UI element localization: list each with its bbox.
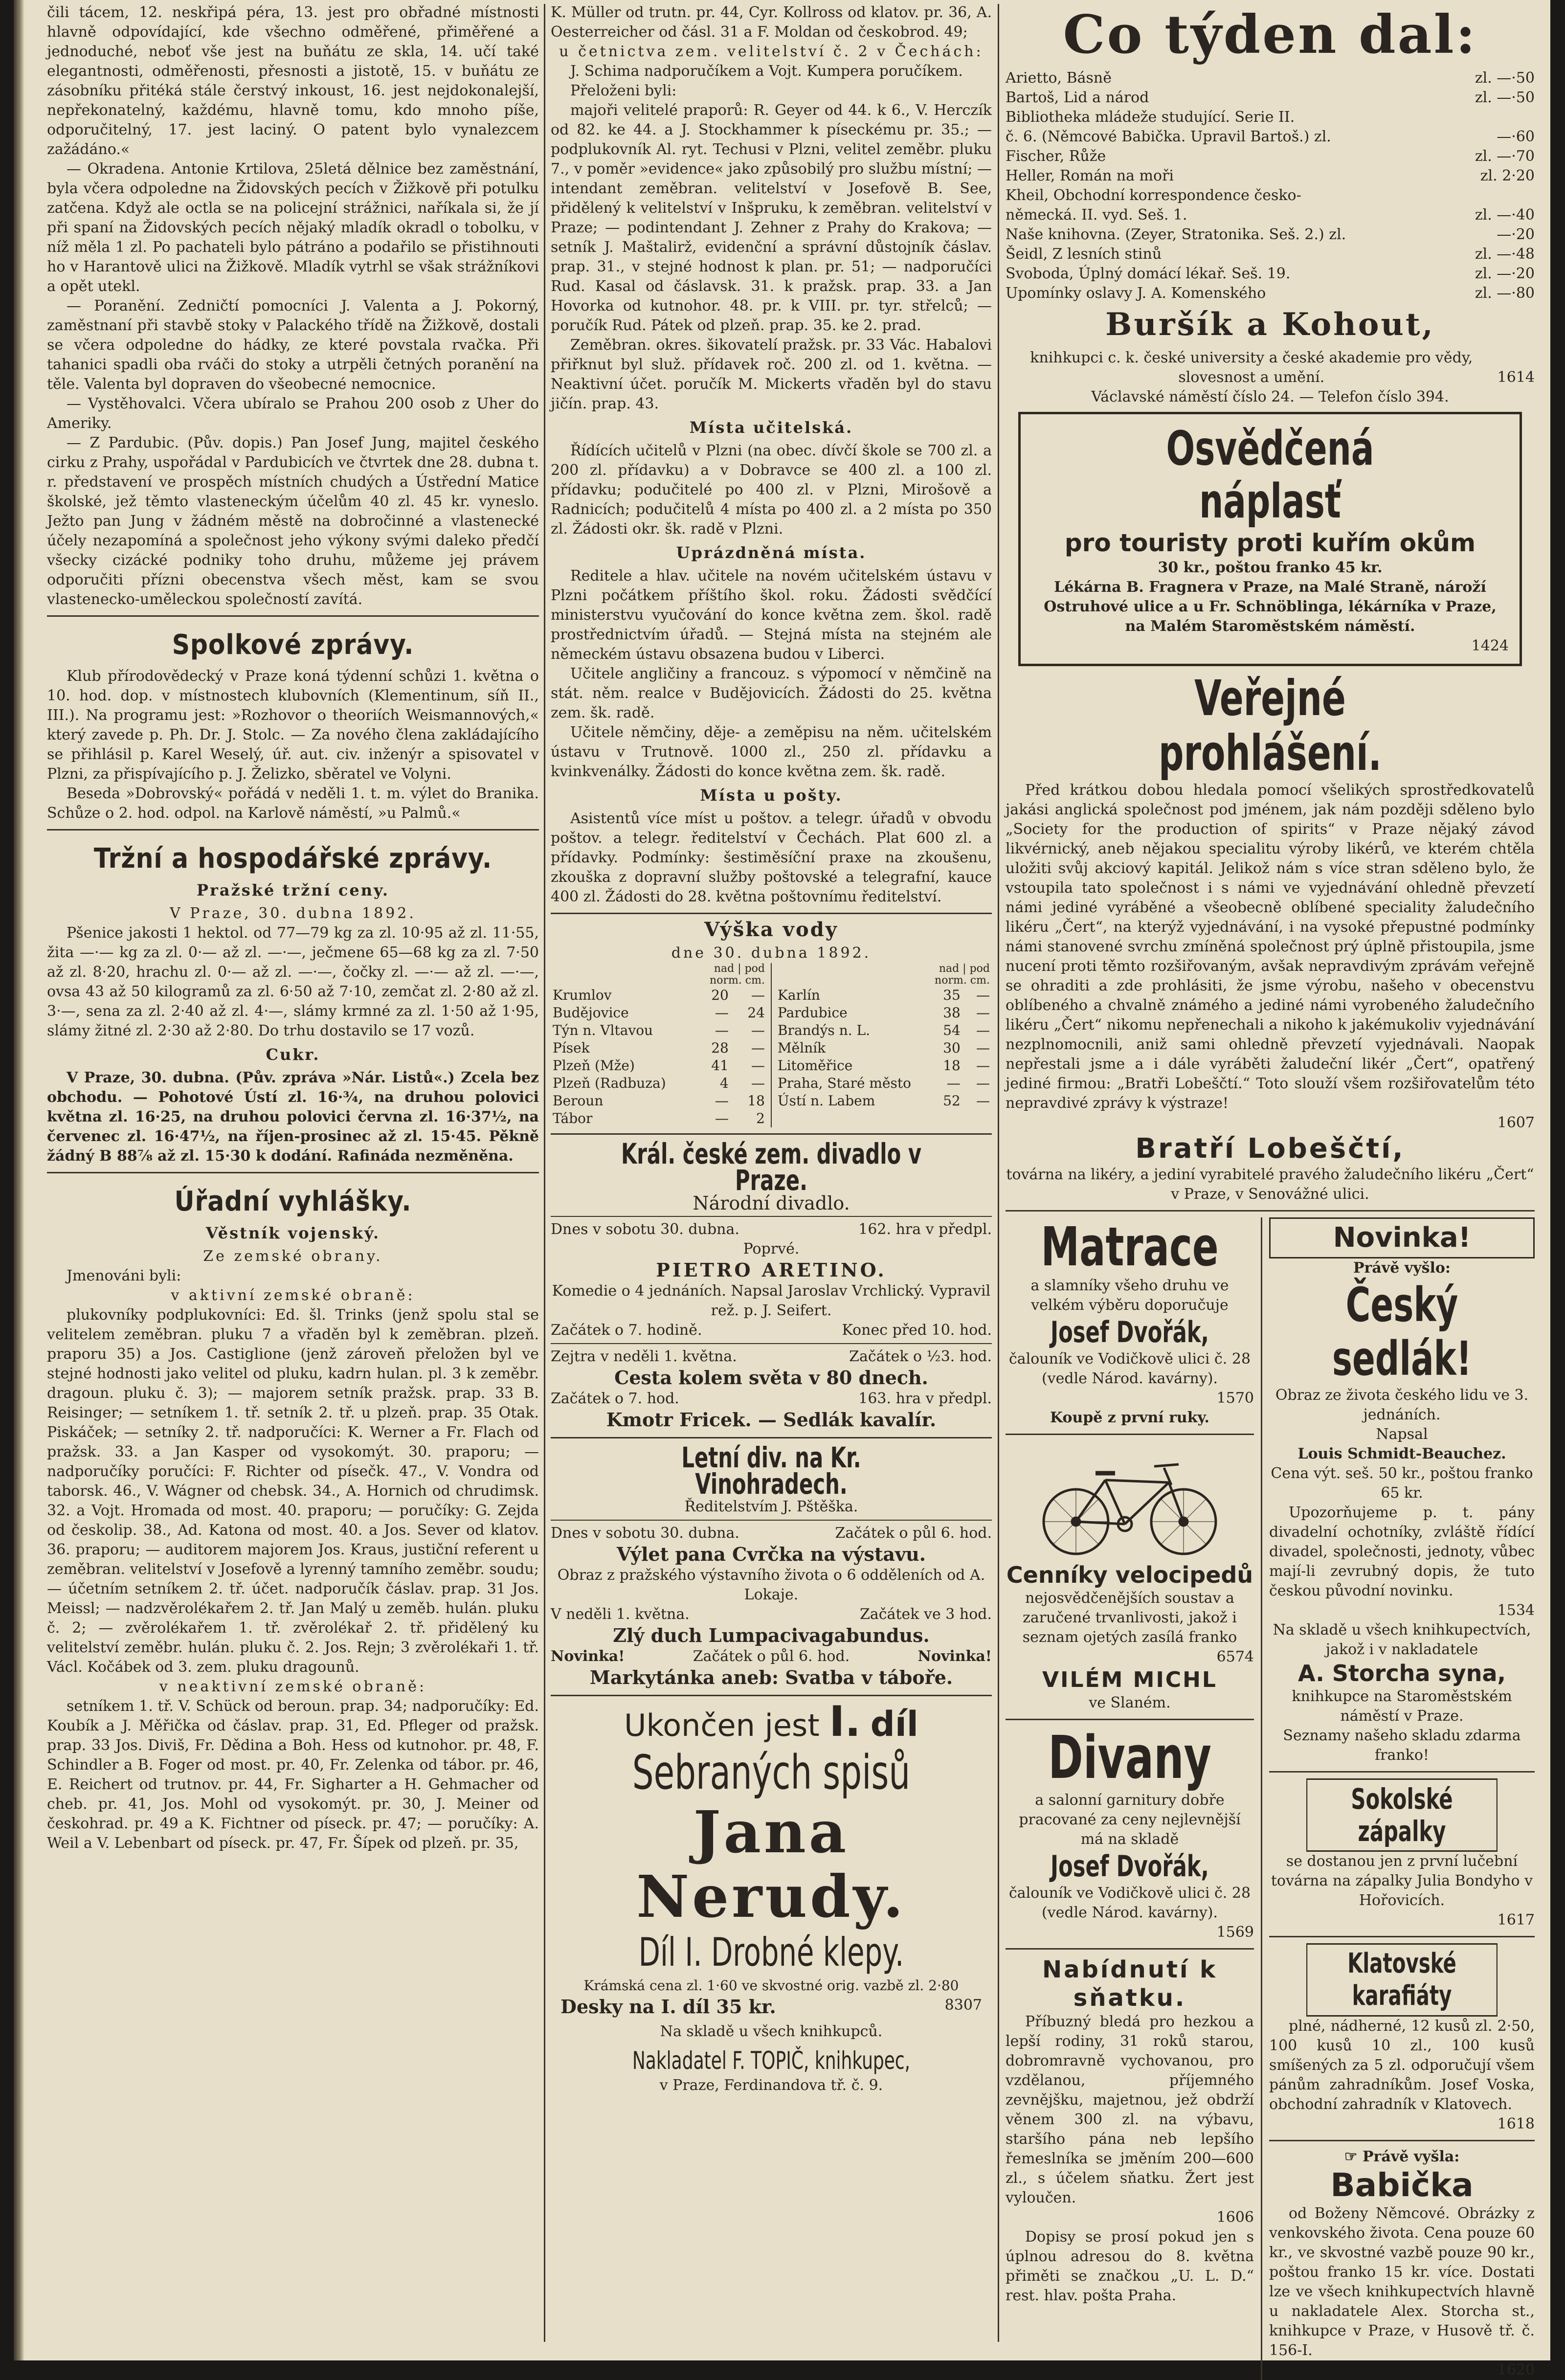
level-above: — xyxy=(715,1005,729,1021)
theatre-row xyxy=(551,1524,992,1543)
neruda-desky: Desky na I. díl 35 kr. xyxy=(560,1996,776,2018)
ad-number: 1618 xyxy=(1497,2115,1535,2133)
theatre-row xyxy=(551,1220,992,1239)
level-below: — xyxy=(751,1040,765,1056)
theatre-row xyxy=(551,1605,992,1624)
storch-seznam: Seznamy našeho skladu zdarma franko! xyxy=(1283,1727,1521,1764)
level-below: 18 xyxy=(747,1093,765,1109)
book-price: —·60 xyxy=(1497,128,1535,145)
neruda-sklad: Na skladě u všech knihkupců. xyxy=(660,2023,883,2040)
storch-text: knihkupce na Staroměstském náměstí v Praze. xyxy=(1292,1688,1512,1725)
sokol-title: Sokolské zápalky xyxy=(1306,1778,1498,1852)
intro-paragraph: čili tácem, 12. neskřipá péra, 13. jest pro obřadné místnosti hlavně odpovídající, kde všechno odměřené, přiměřené a jednoduché, neboť vše jest na buňátu ze skla, 14. učí také elegantnosti, odměřenosti, přesnosti a jistotě, 15. v buňátu ze zásobníku přitéká stále čerstvý inkoust, 16. jest nejdokonalejší, nepřekonatelný, každému, hlavně tomu, kdo mnoho píše, odporučitelný, 17. jest laciný. O patent bylo vynalezcem zažádáno.« xyxy=(47,4,539,158)
book-price: zl. —·50 xyxy=(1475,89,1535,106)
book-list-item xyxy=(1006,205,1535,225)
babicka-text: od Boženy Němcové. Obrázky z venkovského života. Cena pouze 60 kr., ve skvostné vazbě pouze 90 kr., poštou franko 15 kr. více. Dostati lze ve všech knihkupectvích hlavně u nakladatele Alex. Storcha st., knihkupce v Praze, v Husově tř. č. 156-I. xyxy=(1269,2205,1535,2359)
book-price: zl. 2·20 xyxy=(1480,167,1535,184)
dvorak2-text: čalouník ve Vodičkově ulici č. 28 (vedle Národ. kavárny). xyxy=(1008,1885,1251,1921)
storch-name: A. Storcha syna, xyxy=(1297,1660,1506,1686)
ad-number: 1424 xyxy=(1471,637,1509,654)
text-reditel: Reditele a hlav. učitele na novém učitelském ústavu v Plzni počátkem příštího škol. roku. Žádosti svědčící ministerstvu vyučování do konce května zem. škol. radě prostřednictvím úřadů. — Stejná místa na stejném ale německém ústavu obsazena budou v Liberci. xyxy=(551,567,992,663)
water-table-header xyxy=(551,963,767,987)
michl-name: VILÉM MICHL xyxy=(1042,1667,1217,1692)
divider xyxy=(551,1695,992,1696)
book-list-item xyxy=(1006,186,1535,205)
date: Dnes v sobotu 30. dubna. xyxy=(551,1525,739,1542)
divider xyxy=(1006,1434,1254,1435)
theatre-row xyxy=(551,1321,992,1340)
divider xyxy=(551,1437,992,1438)
ad-number: 1617 xyxy=(1497,1911,1535,1929)
start-time: Začátek o půl 6. hod. xyxy=(693,1648,850,1665)
column-rule-2 xyxy=(998,4,999,2342)
subsection-vestnik: Věstník vojenský. xyxy=(205,1224,380,1242)
velo-title: Cenníky velocipedů xyxy=(1006,1562,1253,1588)
water-table-row xyxy=(776,987,992,1004)
news-okradena: — Okradena. Antonie Krtilova, 25letá dělnice bez zaměstnání, byla včera odpoledne na Židovských pecích v Žižkově při potulku zatčena. Když ale octla se na policejní strážnici, naříkala si, že jí při spaní na Židovských pecích nějaký mladík okradl o tobolku, v níž měla 1 zl. Po pachateli bylo pátráno a podařilo se přistihnouti ho v Harantově ulici na Žižkově. Mladík vytrhl se však strážníkovi a opět utekl. xyxy=(47,160,539,295)
premiere-label: Poprvé. xyxy=(743,1240,800,1257)
naplast-price: 30 kr., poštou franko 45 kr. xyxy=(1158,559,1383,576)
ads-right xyxy=(1262,1217,1535,2380)
bottom-ads xyxy=(1006,1217,1535,2380)
dvorak-name: Josef Dvořák, xyxy=(1051,1315,1209,1349)
level-above: — xyxy=(946,1075,961,1091)
text-asistent: Asistentů více míst u poštov. a telegr. úřadů v obvodu poštov. a telegr. ředitelství v Čechách. Plat 600 zl. a přídavky. Podmínky: šestiměsíční praxe na zkoušenu, zkouška z dopravní služby poštovské a telegrafní, kauce 400 zl. Žádosti do 28. května poštovnímu ředitelství. xyxy=(551,810,992,905)
label-aktivni: v aktivní zemské obraně: xyxy=(171,1287,415,1304)
news-klub: Klub přírodovědecký v Praze koná týdenní schůzi 1. května o 10. hod. dop. v místnostech klubovních (Klementinum, síň II., III.). Na programu jest: »Rozhovor o theoriích Weismannových,« který zavede p. Ph. Dr. J. Stolc. — Za nového člena zakládajícího se přihlásil p. Karel Weselý, úř. aut. civ. inženýr a spisovatel v Plzni, za přispívajícího p. J. Želizko, sběratel ve Volyni. xyxy=(47,668,539,783)
naplast-ad xyxy=(1018,412,1522,666)
ad-number: 1570 xyxy=(1216,1390,1254,1407)
list-aktivni: plukovníky podplukovníci: Ed. šl. Trinks (jenž spolu stal se velitelem zeměbran. pluku 7 a vřaděn byl k zeměbran. plzeň. praporu 35) a Jos. Castiglione (jenž zároveň přeložen byl ve stejné hodnosti jako velitel od pluku, kadrn hulan. pl. 3 k zeměbr. dragoun. pluku č. 3); — majorem setník pražsk. prap. 33 B. Reisinger; — setníkem 1. tř. setník 2. tř. u plzeň. prap. 35 Otak. Piskáček; — setníky 2. tř. nadporučíci: K. Werner a Fr. Flach od pražsk. 33. a Jan Kasper od vysokomýt. 30. praporu; — nadporučíky poručíci: F. Richter od písečk. 47., V. Vondra od taborsk. 46., V. Wágner od chebsk. 34., A. Hornich od chrudimsk. 32. a Vojt. Hromada od most. 40. praporu; — poručíky: G. Zejda od českolip. 38., Ad. Katona od most. 40. a Jos. Sever od klatov. 36. praporu; — auditorem majorem Jos. Kraus, justiční referent u zeměbran. velitelství v Josefově a lyrenný tamního zeměbr. soudu; — účetním setníkem 2. tř. účet. nadporučík čáslav. prap. 31 Jos. Meissl; — nadzvěrolékařem 2. tř. Jan Malý u zeměb. hulán. pluku č. 2; — zvěrolékařem 1. tř. zvěrolékař 2. tř. přidělený ku velitelství zeměbr. hulán. pluku č. 2. Jos. Rejn; 3 zvěrolékaři 1. tř. Václ. Kočábek od 3. zem. pluku dragounů. xyxy=(47,1306,539,1676)
novinka-label: Novinka! xyxy=(551,1648,625,1665)
bicycle-icon xyxy=(1032,1441,1228,1558)
neruda-price: Krámská cena zl. 1·60 ve skvostné orig. vazbě zl. 2·80 xyxy=(583,1977,959,1994)
level-below: — xyxy=(976,1057,990,1074)
label-neaktivni: v neaktivní zemské obraně: xyxy=(159,1678,427,1695)
news-pardubice: — Z Pardubic. (Pův. dopis.) Pan Josef Jung, majitel českého cirku z Prahy, uspořádal v Pardubicích ve čtvrtek dne 28. dubna t. r. představení ve prospěch místních chudých a Ústřední Matice školské, jež těmto vlasteneckým účelům 40 zl. 45 kr. vyneslo. Ježto pan Jung v žádném městě na dobročinné a vlastenecké účely nezapomíná a společnost jeho výkony svými daleko předčí všecky cizácké podniky toho druhu, můžeme jej právem odporučiti přízni obecenstva všech měst, kam se svou vlastenecko-uměleckou společností zavítá. xyxy=(47,434,539,608)
level-above: 4 xyxy=(720,1075,729,1091)
divider xyxy=(1006,1719,1254,1720)
list-prelozeni: majoři velitelé praporů: R. Geyer od 44. k 6., V. Herczík od 82. ke 44. a J. Stockhammer k píseckému pr. 35.; — podplukovník Al. ryt. Techusi v Plzni, velitel zeměbr. pluku 7., v poměr »evidence« jako způsobilý pro službu místní; — intendant zeměbran. velitelství v Josefově B. See, přidělený k velitelství v Inšpruku, k zeměbran. velitelství v Praze; — podintendant J. Zehner z Prahy do Krakova; — setník J. Maštalirž, evidenční a správní důstojník čáslav. prap. 31., v stejné hodnost k plan. pr. 51; — nadporučíci Rud. Kasal od čáslavsk. 31. k pražsk. prap. 33. a Jan Hovorka od kutnohor. 48. pr. k VIII. pr. tyr. střelců; — poručík Rud. Pátek od plzeň. prap. 35. ke 2. prad. xyxy=(551,102,992,334)
header-spacer xyxy=(776,963,927,987)
subsection-mista-ucitelska: Místa učitelská. xyxy=(689,418,853,437)
column-3 xyxy=(1006,3,1535,2379)
book-list-item xyxy=(1006,68,1535,88)
play-title: Výlet pana Cvrčka na výstavu. xyxy=(617,1543,926,1565)
level-above: — xyxy=(715,1022,729,1038)
book-price: zl. —·48 xyxy=(1475,246,1535,263)
sedlak-price: Cena výt. seš. 50 kr., poštou franko 65 kr. xyxy=(1271,1465,1533,1502)
water-table-row xyxy=(551,1092,767,1110)
start-time: Začátek o 7. hod. xyxy=(551,1390,679,1407)
divider xyxy=(1269,1936,1535,1937)
book-list-item xyxy=(1006,284,1535,303)
level-below: — xyxy=(976,1022,990,1038)
station-name: Karlín xyxy=(778,987,820,1003)
level-below: — xyxy=(976,1040,990,1056)
klatov-title: Klatovské karafiáty xyxy=(1306,1943,1498,2017)
naplast-text: Lékárna B. Fragnera v Praze, na Malé Straně, nároží Ostruhové ulice a u Fr. Schnöblinga, lékárníka v Praze, na Malém Staroměstském náměstí. xyxy=(1044,579,1497,635)
ad-number: 1569 xyxy=(1216,1924,1254,1941)
level-below: — xyxy=(751,1022,765,1038)
water-level-date: dne 30. dubna 1892. xyxy=(671,944,872,962)
water-table-row xyxy=(776,1022,992,1039)
nabidnuti-title: Nabídnutí k sňatku. xyxy=(1042,1956,1218,2012)
bursik-title: Buršík a Kohout, xyxy=(1105,306,1435,343)
divider xyxy=(551,1133,992,1135)
book-list-item xyxy=(1006,108,1535,127)
sugar-report: V Praze, 30. dubna. (Pův. zpráva »Nár. Listů«.) Zcela bez obchodu. — Pohotové Ústí zl. 16·¾, na druhou polovici května zl. 16·25, na druhou polovici června zl. 16·37½, na červenec zl. 16·47½, na říjen-prosinec až zl. 15·45. Pěkně žádný B 88⅞ až zl. 15·30 k dodání. Rafináda nezměněna. xyxy=(47,1069,539,1165)
water-table-row xyxy=(551,1004,767,1022)
pointing-hand-icon: ☞ xyxy=(1344,2148,1363,2165)
news-poraneni: — Poranění. Zedničtí pomocníci J. Valenta a J. Pokorný, zaměstnaní při stavbě stoky v Palackého třídě na Žižkově, dostali se včera odpoledne do hádky, ze které povstala rvačka. Při tahanici spadli oba rváči do stoky a utrpěli četných poranění na těle. Valenta byl dopraven do všeobecné nemocnice. xyxy=(47,297,539,393)
book-title: Šeidl, Z lesních stinů xyxy=(1006,246,1162,263)
divider xyxy=(551,1343,992,1344)
station-name: Tábor xyxy=(553,1110,593,1126)
ad-number: 6574 xyxy=(1216,1648,1254,1665)
book-title: Fischer, Růže xyxy=(1006,148,1106,165)
list-neaktivni: setníkem 1. tř. V. Schück od beroun. prap. 34; nadporučíky: Ed. Koubík a J. Měřička od čáslav. prap. 31, Ed. Pfleger od pražsk. prap. 33 Jos. Diviš, Fr. Dědina a Boh. Hess od kutnohor. pr. 48, F. Schindler a B. Foger od most. pr. 40, Fr. Zelenka od tábor. pr. 46, E. Reichert od trutnov. pr. 44, Fr. Sigharter a H. Gehmacher od cheb. pr. 41, Jos. Mohl od vysokomýt. pr. 30, J. Meiner od českohrad. pr. 49 a K. Fichtner od píseck. pr. 47; — poručíky: A. Weil a V. Lebenbart od píseck. pr. 47, Fr. Šípek od plzeň. pr. 35, xyxy=(47,1698,539,1852)
klatov-text: plné, nádherné, 12 kusů zl. 2·50, 100 kusů 10 zl., 100 kusů smíšených za 5 zl. odporučují všem pánům zahradníkům. Josef Voska, obchodní zahradník v Klatovech. xyxy=(1269,2018,1535,2113)
water-table-row xyxy=(776,1075,992,1092)
level-above: 28 xyxy=(711,1040,729,1056)
neruda-name: Jana Nerudy. xyxy=(636,1798,906,1931)
sedlak-sklad: Na skladě u všech knihkupectvích, jakož i v nakladatele xyxy=(1273,1621,1531,1658)
level-below: 2 xyxy=(756,1110,765,1126)
level-above: 54 xyxy=(943,1022,961,1038)
station-name: Litoměřice xyxy=(778,1057,853,1074)
matrace-text: a slamníky všeho druhu ve velkém výběru doporučuje xyxy=(1030,1277,1229,1314)
play-title: Zlý duch Lumpacivagabundus. xyxy=(613,1624,930,1646)
ad-number: 1620 xyxy=(1497,2361,1535,2379)
book-list-item xyxy=(1006,166,1535,186)
text-schima: J. Schima nadporučíkem a Vojt. Kumpera poručíkem. xyxy=(570,63,963,80)
summer-theatre-title: Letní div. na Kr. Vinohradech. xyxy=(681,1441,861,1501)
book-title: německá. II. vyd. Seš. 1. xyxy=(1006,206,1187,224)
book-title: Arietto, Básně xyxy=(1006,69,1112,87)
level-above: — xyxy=(715,1110,729,1126)
summer-theatre-subtitle: Ředitelstvím J. Pštěška. xyxy=(684,1498,858,1515)
book-price: zl. —·20 xyxy=(1475,265,1535,282)
station-name: Krumlov xyxy=(553,987,612,1003)
verejne-title: Veřejné prohlášení. xyxy=(1158,670,1382,782)
bursik-text: knihkupci c. k. české university a české akademie pro vědy, slovesnost a umění. xyxy=(1030,349,1473,386)
ad-number: 8307 xyxy=(944,1997,982,2014)
water-table-row xyxy=(776,1004,992,1022)
header-spacer xyxy=(551,963,694,987)
theatre-row xyxy=(551,1389,992,1409)
section-title-uredni: Úřadní vyhlášky. xyxy=(174,1186,412,1217)
book-list-item xyxy=(1006,245,1535,264)
book-price: —·20 xyxy=(1497,226,1535,243)
ad-number: 1614 xyxy=(1497,369,1535,386)
end-time: Konec před 10. hod. xyxy=(842,1322,992,1339)
neruda-publisher: Nakladatel F. TOPIČ, knihkupec, xyxy=(632,2046,911,2075)
water-table-row xyxy=(551,1110,767,1127)
section-title-spolkove: Spolkové zprávy. xyxy=(172,629,414,661)
water-table-row xyxy=(776,1057,992,1075)
water-table-row xyxy=(551,987,767,1004)
level-below: — xyxy=(751,1075,765,1091)
babicka-pre xyxy=(1269,2147,1535,2167)
book-price: zl. —·40 xyxy=(1475,206,1535,224)
naplast-title: Osvědčená náplasť xyxy=(1166,421,1374,529)
section-title-trzni: Tržní a hospodářské zprávy. xyxy=(93,843,492,875)
market-prices: Pšenice jakosti 1 hektol. od 77—79 kg za zl. 10·95 až zl. 11·55, žita —·— kg za zl. 0·— až zl. —·—, ječmene 65—68 kg za zl. 7·50 až zl. 8·20, hrachu zl. 0·— až zl. —·—, čočky zl. —·— až zl. —·—, ovsa 43 až 50 kilogramů za zl. 6·50 až 7·10, zemčat zl. 2·80 až zl. 3·—, sena za zl. 2·40 až zl. 4·—, slámy krmné za zl. 1·50 až 1·95, slámy žitné zl. 2·30 až 2·80. Do trhu dostavilo se 17 vozů. xyxy=(47,924,539,1039)
column-1 xyxy=(47,3,539,2346)
book-title: Bartoš, Lid a národ xyxy=(1006,89,1149,106)
neruda-line-1: Ukončen jest xyxy=(624,1707,820,1743)
station-name: Pardubice xyxy=(778,1005,848,1021)
divider xyxy=(47,615,539,617)
divany-text: a salonní garnitury dobře pracované za ceny nejlevnější má na skladě xyxy=(1019,1792,1241,1848)
ads-left xyxy=(1006,1217,1262,2380)
neruda-address: v Praze, Ferdinandova tř. č. 9. xyxy=(659,2077,883,2094)
subsection-uprazdnena: Uprázdněná místa. xyxy=(676,543,867,562)
play-number: 162. hra v předpl. xyxy=(858,1221,992,1238)
book-list-item xyxy=(1006,127,1535,147)
bratri-text: továrna na likéry, a jediní vyrabitelé pravého žaludečního likéru „Čert“ v Praze, v Senovážné ulici. xyxy=(1006,1166,1534,1203)
station-name: Písek xyxy=(553,1040,590,1056)
water-level-title: Výška vody xyxy=(704,918,838,941)
book-title: Kheil, Obchodní korrespondence česko- xyxy=(1006,187,1301,204)
level-below: — xyxy=(976,1093,990,1109)
list-continued: K. Müller od trutn. pr. 44, Cyr. Kollross od klatov. pr. 36, A. Oesterreicher od čásl. 31 a F. Moldan od českobrod. 49; xyxy=(551,4,992,41)
book-list-item xyxy=(1006,88,1535,108)
sedlak-napsal: Napsal xyxy=(1376,1426,1428,1443)
nabidnuti-text-2: Dopisy se prosí pokud jen s úplnou adresou do 8. května přiměti se značkou „U. L. D.“ rest. hlav. pošta Praha. xyxy=(1006,2228,1254,2304)
book-title: Heller, Román na moři xyxy=(1006,167,1174,184)
station-name: Ústí n. Labem xyxy=(778,1093,875,1109)
subsection-zemske: Ze zemské obrany. xyxy=(203,1248,383,1265)
book-price: zl. —·50 xyxy=(1475,69,1535,87)
theatre-title: Král. české zem. divadlo v Praze. xyxy=(621,1137,922,1197)
play-description: Komedie o 4 jednáních. Napsal Jaroslav Vrchlický. Vypravil rež. p. J. Seifert. xyxy=(552,1282,991,1319)
label-cetnictvo: u četnictva zem. velitelství č. 2 v Čechách: xyxy=(559,43,984,60)
book-title: Upomínky oslavy J. A. Komenského xyxy=(1006,285,1266,302)
station-name: Beroun xyxy=(553,1093,604,1109)
divider xyxy=(47,829,539,831)
bursik-address: Václavské náměstí číslo 24. — Telefon číslo 394. xyxy=(1091,388,1449,405)
divider xyxy=(47,1172,539,1173)
book-list xyxy=(1006,68,1535,303)
level-above: 20 xyxy=(711,987,729,1003)
water-level-tables xyxy=(551,963,992,1127)
play-number: 163. hra v předpl. xyxy=(858,1390,992,1407)
dvorak-buy: Koupě z první ruky. xyxy=(1050,1409,1209,1426)
page-binding-edge xyxy=(14,0,24,2360)
subsection-cukr: Cukr. xyxy=(266,1045,320,1064)
start-time: Začátek ve 3 hod. xyxy=(860,1606,992,1623)
novinka-prave: Právě vyšlo: xyxy=(1353,1259,1451,1277)
text-zemebran: Zeměbran. okres. šikovatelí pražsk. pr. 33 Vác. Habalovi přiřknut byl služ. přídavek roč. 200 zl. od 1. května. — Neaktivní účet. poručík M. Mickerts vřaděn byl do stavu jičín. prap. 43. xyxy=(551,337,992,412)
level-above: — xyxy=(715,1093,729,1109)
date: Dnes v sobotu 30. dubna. xyxy=(551,1221,739,1238)
dateline: V Praze, 30. dubna 1892. xyxy=(170,905,416,922)
book-title: č. 6. (Němcové Babička. Upravil Bartoš.) zl. xyxy=(1006,128,1331,145)
book-title: Svoboda, Úplný domácí lékař. Seš. 19. xyxy=(1006,265,1291,282)
level-above: 35 xyxy=(943,987,961,1003)
book-title: Naše knihovna. (Zeyer, Stratonika. Seš. 2.) zl. xyxy=(1006,226,1346,243)
book-list-item xyxy=(1006,147,1535,166)
station-name: Plzeň (Mže) xyxy=(553,1057,635,1074)
water-table-row xyxy=(551,1022,767,1039)
divider xyxy=(1006,1948,1254,1950)
nabidnuti-text: Příbuzný bledá pro hezkou a lepší rodiny, 31 roků starou, dobromravně vychovanou, pro vzdělanou, příjemného zevnějšku, majetnou, jež obdrží věnem 300 zl. na výbavu, staršího pána neb lepšího řemeslníka se jměním 200—600 zl., s účelem sňatku. Žert jest vyloučen. xyxy=(1006,2013,1254,2206)
start-time: Začátek o půl 6. hod. xyxy=(835,1525,992,1542)
matrace-title: Matrace xyxy=(1041,1215,1219,1278)
theatre-row xyxy=(551,1347,992,1367)
neruda-dil: díl xyxy=(870,1704,918,1744)
level-above: 38 xyxy=(943,1005,961,1021)
theatre-row xyxy=(551,1647,992,1666)
divider xyxy=(551,1520,992,1521)
divider xyxy=(551,913,992,914)
play-title: PIETRO ARETINO. xyxy=(656,1259,887,1281)
news-vystehovalci: — Vystěhovalci. Včera ubíralo se Prahou 200 osob z Uher do Ameriky. xyxy=(47,395,539,432)
neruda-roman: I. xyxy=(829,1697,861,1746)
book-price: zl. —·70 xyxy=(1475,148,1535,165)
water-table-row xyxy=(776,1039,992,1057)
column-rule-1 xyxy=(544,4,545,2342)
water-table-row xyxy=(776,1092,992,1110)
dvorak2-name: Josef Dvořák, xyxy=(1051,1849,1209,1884)
level-below: — xyxy=(751,987,765,1003)
play-title: Cesta kolem světa v 80 dnech. xyxy=(614,1367,928,1389)
news-beseda: Beseda »Dobrovský« pořádá v neděli 1. t. m. výlet do Branika. Schůze o 2. hod. odpol. na Karlově náměstí, »u Palmů.« xyxy=(47,785,539,822)
text-ridici: Řídících učitelů v Plzni (na obec. dívčí škole se 700 zl. a 200 zl. přídavku) a v Dobravce se 400 zl. a 100 zl. přídavku; podučitelé po 400 zl. v Plzni, Mirošově a Radnicích; podučitelů 4 místa po 400 zl. a 2 místa po 350 zl. Žádosti okr. šk. radě v Plzni. xyxy=(551,442,992,538)
level-below: — xyxy=(976,1075,990,1091)
start-time: Začátek o 7. hodině. xyxy=(551,1322,702,1339)
book-price: zl. —·80 xyxy=(1475,285,1535,302)
label-prelozeni: Přeloženi byli: xyxy=(570,82,677,99)
station-name: Mělník xyxy=(778,1040,826,1056)
sedlak-author: Louis Schmidt-Beauchez. xyxy=(1297,1445,1506,1462)
divider xyxy=(1269,2140,1535,2141)
sedlak-title: Český sedlák! xyxy=(1332,1278,1472,1386)
play-description: Obraz z pražského výstavního života o 6 odděleních od A. Lokaje. xyxy=(557,1567,985,1603)
divider xyxy=(551,1216,992,1217)
dvorak-text: čalouník ve Vodičkově ulici č. 28 (vedle Národ. kavárny). xyxy=(1008,1350,1251,1387)
level-above: 41 xyxy=(711,1057,729,1074)
station-name: Praha, Staré město xyxy=(778,1075,912,1091)
book-list-item xyxy=(1006,264,1535,284)
naplast-subtitle: pro touristy proti kuřím okům xyxy=(1064,529,1476,557)
station-name: Budějovice xyxy=(553,1005,629,1021)
level-below: — xyxy=(751,1057,765,1074)
level-above: 30 xyxy=(943,1040,961,1056)
ad-number: 1534 xyxy=(1497,1602,1535,1619)
divider xyxy=(1006,1210,1535,1212)
station-name: Týn n. Vltavou xyxy=(553,1022,653,1038)
subsection-mista-posty: Místa u pošty. xyxy=(700,786,843,805)
subsection-prazske-ceny: Pražské tržní ceny. xyxy=(196,881,390,899)
michl-place: ve Slaném. xyxy=(1089,1694,1171,1711)
play-title: Kmotr Fricek. — Sedlák kavalír. xyxy=(606,1409,937,1431)
neruda-ad xyxy=(551,1697,992,2095)
water-table-header xyxy=(776,963,992,987)
station-name: Brandýs n. L. xyxy=(778,1022,871,1038)
date: Zejtra v neděli 1. května. xyxy=(551,1348,737,1365)
water-table-row xyxy=(551,1075,767,1092)
divider xyxy=(1269,1771,1535,1773)
novinka-title: Novinka! xyxy=(1269,1217,1535,1258)
theatre-subtitle: Národní divadlo. xyxy=(693,1192,850,1214)
ad-number: 1606 xyxy=(1216,2209,1254,2226)
label-jmenovani: Jmenováni byli: xyxy=(67,1267,181,1284)
level-above: 52 xyxy=(943,1093,961,1109)
level-above: 18 xyxy=(943,1057,961,1074)
book-list-item xyxy=(1006,225,1535,245)
ad-number: 1607 xyxy=(1497,1114,1535,1131)
velo-text: nejosvědčenějších soustav a zaručené trvanlivosti, jakož i seznam ojetých zasílá franko xyxy=(1022,1590,1237,1646)
text-ucitele: Učitele angličiny a francouz. s výpomocí v němčině na stát. něm. realce v Budějovicích. Žádosti do 25. května zem. šk. radě. xyxy=(551,665,992,721)
sokol-text: se dostanou jen z první lučební továrna na zápalky Julia Bondyho v Hořovicích. xyxy=(1271,1853,1533,1909)
play-title: Markytánka aneb: Svatba v táboře. xyxy=(589,1666,953,1688)
level-below: 24 xyxy=(747,1005,765,1021)
start-time: Začátek o ½3. hod. xyxy=(849,1348,992,1365)
water-table-header-label: nad | pod norm. cm. xyxy=(935,963,990,987)
sedlak-upoz: Upozorňujeme p. t. pány divadelní ochotníky, zvláště řídící divadel, společnosti, jednoty, vůbec mají-li zevrubný dopis, že tuto českou původní novinku. xyxy=(1269,1504,1535,1599)
tyden-title: Co týden dal: xyxy=(1063,4,1477,66)
water-table-header-label: nad | pod norm. cm. xyxy=(710,963,765,987)
babicka-title: Babička xyxy=(1330,2166,1474,2204)
bratri-title: Bratří Lobeščtí, xyxy=(1135,1133,1405,1165)
neruda-line-2: Sebraných spisů xyxy=(632,1745,911,1800)
date: V neděli 1. května. xyxy=(551,1606,690,1623)
station-name: Plzeň (Radbuza) xyxy=(553,1075,666,1091)
neruda-line-3: Díl I. Drobné klepy. xyxy=(638,1930,904,1975)
book-title: Bibliotheka mládeže studující. Serie II. xyxy=(1006,109,1295,126)
level-below: — xyxy=(976,987,990,1003)
column-2 xyxy=(551,3,992,2346)
level-below: — xyxy=(976,1005,990,1021)
water-table-left xyxy=(551,963,767,1127)
babicka-pre-text: Právě vyšla: xyxy=(1362,2148,1460,2165)
text-ucitele-2: Učitele němčiny, děje- a zeměpisu na něm. učitelském ústavu v Trutnově. 1000 zl., 250 zl. přídavku a kvinkvenálky. Žádosti do konce května zem. šk. radě. xyxy=(551,724,992,780)
verejne-text: Před krátkou dobou hledala pomocí všelikých sprostředkovatelů jakási anglická společnost pod jménem, jak nám později sděleno bylo „Society for the production of spirits“ v Praze nějaký závod likvérnický, aneb nějakou specialitu výroby likérů, ve kterém chtěla uložiti svůj akciový kapitál. Jelikož nám s více stran sděleno bylo, že vstoupila tato společnost i s námi ve vyjednávání ohledně převzetí námi jediné vyráběné a všeobecně oblíbené speciality žaludečního likéru „Čert“, na kterýž vyjednávání, i na vysoké přepustné podmínky námi stanovené svrchu zmíněná společnost prý úplně přistoupila, jsme nucení proti těmto rozšiřovaným, avšak nepravdivým zprávám veřejně se ohraditi a zde prohlásiti, že jsme výrobu, našeho v obecenstvu oblíbeného a chvalně známého a jediné námi vyrobeného žaludečního likéru „Čert“ nikomu nepřenechali a nikoho k jakémukoliv vyjednávání nezplnomocnili, aniž sami ohledně převzetí vyjednávali. Naopak nepřestali jsme a i dále vyráběti žaludeční likér „Čert“, opatřený jediné firmou: „Bratři Lobeščtí.“ Toto slouží všem rozšiřovatelům této nepravdivé zprávy k výstraze! xyxy=(1006,782,1535,1112)
novinka-label: Novinka! xyxy=(917,1648,992,1665)
water-table-right xyxy=(776,963,992,1110)
sedlak-text: Obraz ze života českého lidu ve 3. jednáních. xyxy=(1275,1387,1529,1423)
divany-title: Divany xyxy=(1048,1724,1211,1792)
newspaper-page xyxy=(14,0,1550,2379)
water-table-row xyxy=(551,1057,767,1075)
water-table-row xyxy=(551,1039,767,1057)
